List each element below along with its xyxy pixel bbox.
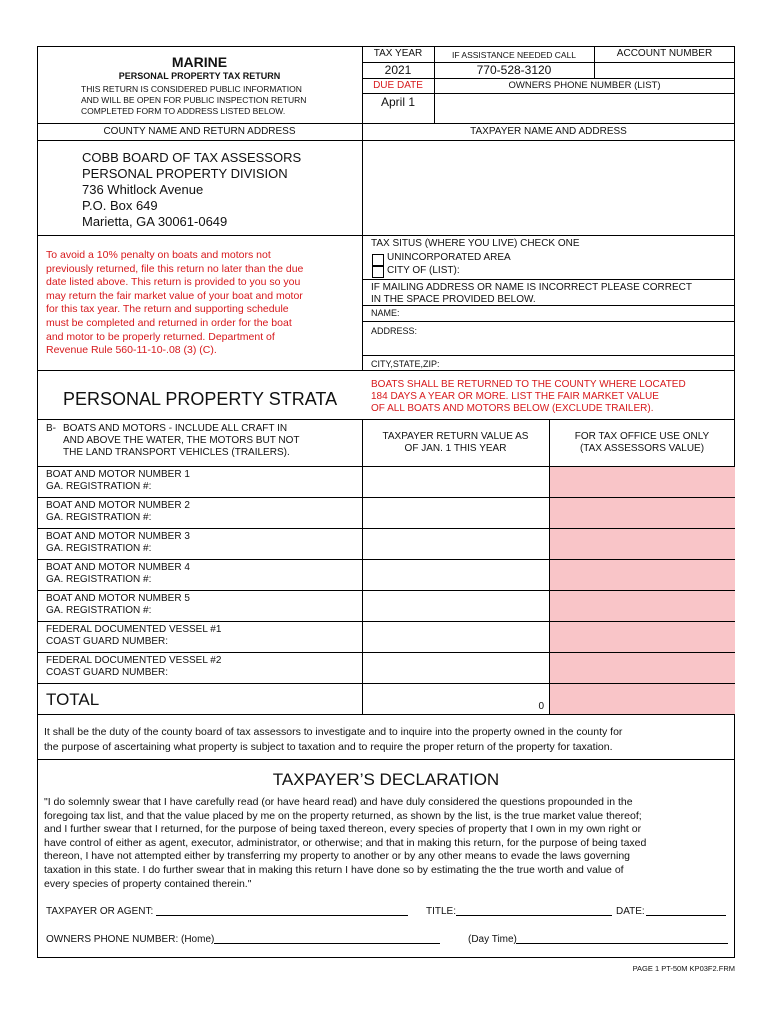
row-label: BOAT AND MOTOR NUMBER 2 [46,500,190,511]
taxpayer-value-input-1[interactable] [363,467,548,497]
boats-notice: BOATS SHALL BE RETURNED TO THE COUNTY WHERE LOCATED 184 DAYS A YEAR OR MORE. LIST THE FAIR MARKET VALUE OF ALL BOATS AND MOTORS BELOW (EXCLUDE TRAILER). [371,379,686,414]
row-sublabel: GA. REGISTRATION #: [46,543,152,554]
table-row [46,469,358,493]
table-row [46,593,358,617]
taxpayer-value-input-3[interactable] [363,529,548,559]
table-row [46,531,358,555]
row-label: BOAT AND MOTOR NUMBER 1 [46,469,190,480]
account-number-label: ACCOUNT NUMBER [616,48,713,59]
due-date-value[interactable]: April 1 [380,95,415,109]
page-footer: PAGE 1 PT-50M KP03F2.FRM [632,964,735,973]
day-time-label: (Day Time) [468,934,517,945]
row-label: BOAT AND MOTOR NUMBER 5 [46,593,190,604]
taxpayer-label: TAXPAYER NAME AND ADDRESS [470,126,627,137]
home-phone-label: OWNERS PHONE NUMBER: (Home) [46,934,215,945]
row-sublabel: GA. REGISTRATION #: [46,512,152,523]
date-label: DATE: [616,906,645,917]
section-b-text: BOATS AND MOTORS - INCLUDE ALL CRAFT IN AND ABOVE THE WATER, THE MOTORS BUT NOT THE LAND TRANSPORT VEHICLES (TRAILERS). [63,423,300,458]
row-sublabel: COAST GUARD NUMBER: [46,636,169,647]
tax-year-value[interactable]: 2021 [384,63,412,77]
row-sublabel: GA. REGISTRATION #: [46,605,152,616]
date-field[interactable] [646,915,726,916]
duty-statement: It shall be the duty of the county board of tax assessors to investigate and to inquire into the property owned in the county for the purpose of ascertaining what property is subject to taxation and to require the proper return of the property for taxation. [44,726,623,753]
taxpayer-value-input-6[interactable] [363,622,548,652]
strata-title: PERSONAL PROPERTY STRATA [63,389,338,409]
total-label: TOTAL [46,690,100,709]
form-subtitle: PERSONAL PROPERTY TAX RETURN [118,71,281,81]
assistance-phone: 770-528-3120 [476,63,552,77]
form-title: MARINE [171,54,228,70]
penalty-notice: To avoid a 10% penalty on boats and motors not previously returned, file this return no later than the due date listed above. This return is provided to you so you may return the fair market value of your boat and motor for this tax year. The return and supporting schedule must be completed and returned in order for the boat and motor to be properly returned. Department of Revenue Rule 560-11-10-.08 (3) (C). [46,249,304,357]
row-label: BOAT AND MOTOR NUMBER 3 [46,531,190,542]
city-state-zip-label: CITY,STATE,ZIP: [371,359,440,369]
row-sublabel: GA. REGISTRATION #: [46,574,152,585]
city-of-label: CITY OF (LIST): [387,265,460,276]
row-label: FEDERAL DOCUMENTED VESSEL #1 [46,624,222,635]
taxpayer-value-input-5[interactable] [363,591,548,621]
table-row [46,562,358,586]
taxpayer-value-input-7[interactable] [363,653,548,683]
taxpayer-value-input-4[interactable] [363,560,548,590]
taxpayer-value-input-2[interactable] [363,498,548,528]
tax-office-header: FOR TAX OFFICE USE ONLY (TAX ASSESSORS VALUE) [574,431,710,454]
due-date-label: DUE DATE [373,80,423,91]
title-label: TITLE: [426,906,457,917]
table-row [46,500,358,524]
row-label: FEDERAL DOCUMENTED VESSEL #2 [46,655,222,666]
table-row [46,655,358,679]
declaration-title: TAXPAYER’S DECLARATION [272,770,500,789]
incorrect-notice: IF MAILING ADDRESS OR NAME IS INCORRECT PLEASE CORRECT IN THE SPACE PROVIDED BELOW. [371,282,692,305]
row-sublabel: GA. REGISTRATION #: [46,481,152,492]
taxpayer-agent-label: TAXPAYER OR AGENT: [46,906,154,917]
table-row [46,624,358,648]
unincorporated-label: UNINCORPORATED AREA [387,252,511,263]
city-of-checkbox[interactable] [372,266,384,278]
taxpayer-name-field[interactable] [363,141,734,234]
taxpayer-value-header: TAXPAYER RETURN VALUE AS OF JAN. 1 THIS YEAR [382,431,529,454]
tax-situs-label: TAX SITUS (WHERE YOU LIVE) CHECK ONE [371,238,580,249]
county-address: COBB BOARD OF TAX ASSESSORS PERSONAL PROPERTY DIVISION 736 Whitlock Avenue P.O. Box 649 Marietta, GA 30061-0649 [82,150,302,229]
address-label: ADDRESS: [371,326,418,336]
row-label: BOAT AND MOTOR NUMBER 4 [46,562,190,573]
taxpayer-agent-signature[interactable] [156,915,408,916]
title-field[interactable] [456,915,612,916]
section-b-prefix: B- [46,423,56,434]
county-label: COUNTY NAME AND RETURN ADDRESS [103,126,296,137]
owners-phone-label: OWNERS PHONE NUMBER (LIST) [508,80,661,91]
day-time-field[interactable] [516,943,728,944]
name-label: NAME: [371,308,400,318]
assistance-label: IF ASSISTANCE NEEDED CALL [451,50,577,60]
declaration-text: "I do solemnly swear that I have carefully read (or have heard read) and have duly considered the questions propounded in the foregoing tax list, and that the value placed by me on the property returned, as shown by the list, is the true market value thereof; and I further swear that I returned, for the purpose of being taxed thereon, every species of property that I own in my own right or have control of either as agent, executor, administrator, or otherwise; and that in making this return, for the purpose of being taxed thereon, I have not attempted either by transferring my property to another or by any other means to evade the laws governing taxation in this state. I do further swear that in making this return I have done so by estimating the the true worth and value of every species of property contained therein." [44,796,647,890]
total-value: 0 [538,701,544,712]
owners-phone-field[interactable] [435,94,734,122]
row-sublabel: COAST GUARD NUMBER: [46,667,169,678]
unincorporated-checkbox[interactable] [372,254,384,266]
home-phone-field[interactable] [214,943,440,944]
public-notice: THIS RETURN IS CONSIDERED PUBLIC INFORMATION AND WILL BE OPEN FOR PUBLIC INSPECTION RETURN COMPLETED FORM TO ADDRESS LISTED BELOW. [81,84,307,116]
tax-year-label: TAX YEAR [373,48,423,59]
